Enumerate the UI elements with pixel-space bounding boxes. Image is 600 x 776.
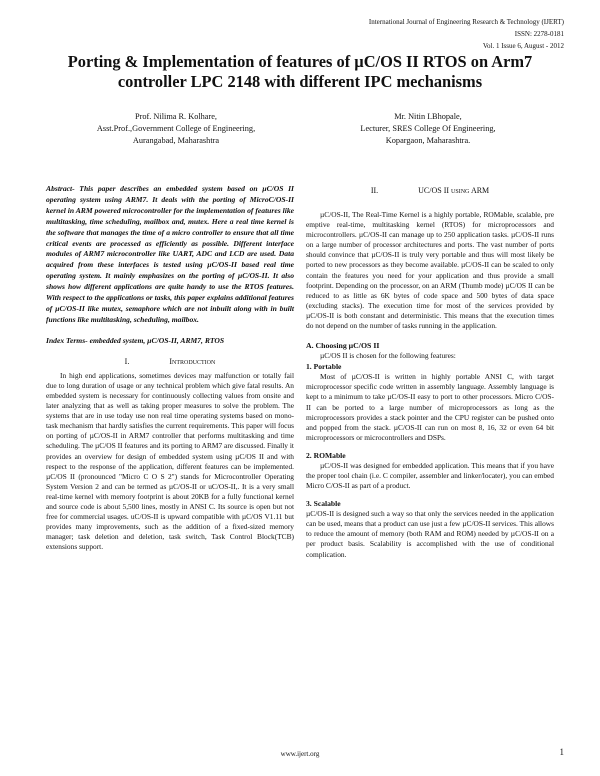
section-title: Introduction: [169, 356, 216, 366]
subsection-heading-choosing: A. Choosing µC/OS II: [306, 341, 380, 351]
section-number: II.: [370, 186, 379, 195]
section-number: I.: [124, 356, 130, 366]
scalable-paragraph: µC/OS-II is designed such a way so that only the services needed in the application can be used, means that a product can use just a few µC/OS-II services. This allows to reduce the amount of memory (both RAM and ROM) needed by µC/OS-II on a per product basis. Scalability is accomplished with the use of conditional complication.: [306, 509, 554, 559]
author-name: Prof. Nilima R. Kolhare,: [134, 112, 218, 121]
ucos-paragraph: µC/OS-II, The Real-Time Kernel is a highly portable, ROMable, scalable, pre emptive real-time, multitasking kernel (RTOS) for microprocessors and microcontrollers. µC/OS-II can manage up to 250 application tasks. µC/OS-II runs on a large number of processor architectures and ports. The vast number of ports should convince that µC/OS-II is truly very portable and thus will most likely be ported to new processors as they become available. µC/OS-II can be scaled to only contain the features you need for your application and thus provide a small footprint. Depending on the processor, on an ARM (Thumb mode) µC/OS II can be reduced to as little as 6K bytes of code space and 500 bytes of data space (excluding stacks). The execution time for most of the services provided by µC/OS-II is both constant and deterministic. This means that the execution times do not depend on the number of tasks running in the application.: [306, 210, 554, 331]
author-affiliation: Asst.Prof.,Government College of Engineering,: [96, 124, 256, 133]
section-title-arm: ARM: [470, 186, 490, 195]
author-block-2: [308, 111, 548, 147]
journal-name: International Journal of Engineering Research & Technology (IJERT): [368, 18, 564, 26]
author-name: Mr. Nitin I.Bhopale,: [394, 112, 462, 121]
introduction-paragraph: In high end applications, sometimes devices may malfunction or totally fail due to long duration of usage or any technical problem which give fatal results. An embedded system is necessary for continuously collecting values from onsite and later analyzing that as well as taking proper measures to solve the problem. The systems that are in use today use non real time operating systems based on mono-task mechanism that hardly satisfies the current requirements. This paper will focus on porting of µC/OS-II in ARM7 controller that performs multitasking and time scheduling. The µC/OS II features and its porting to ARM7 are discussed. Finally it provides an overview for design of embedded system using µC/OS II and with respect to the response of the application, different features can be implemented. µC/OS II (pronounced "Micro C O S 2") stands for Microcontroller Operating System Version 2 and can be termed as µC/OS-II or uC/OS-II,. It is a very small real-time kernel with memory footprint is about 20KB for a fully functional kernel and source code is about 5,500 lines, mostly in ANSI C. Its source is open but not free for commercial usages. uC/OS-II is upward compatible with µC/OS V1.11 but provides many improvements, such as the addition of a fixed-sized memory manager; task deletion and deletion, task switch, Task Control Block(TCB) extensions support.: [46, 370, 294, 552]
romable-paragraph: µC/OS-II was designed for embedded application. This means that if you have the proper tool chain (i.e. C compiler, assembler and linker/locater), you can embed Micro C/OS-II as part of a product.: [306, 460, 554, 491]
section-title-using: using: [451, 186, 470, 195]
abstract: Abstract- This paper describes an embedded system based on µC/OS II operating system using ARM7. It deals with the porting of MicroC/OS-II kernel in ARM powered microcontroller for the implementation of features like multitasking, time scheduling, mailbox and, mutex. Here a real time kernel is the software that manages the time of a micro controller to ensure that all time critical events are processed as efficiently as possible. Different interface modules of ARM7 microcontroller like UART, ADC and LCD are used. Data acquired from these interfaces is tested using µC/OS-II based real time operating system. It mainly emphasizes on the porting of µC/OS-II. It also shows how different applications are quite handy to use the RTOS features. With respect to the applications or tasks, this paper explains additional features of µC/OS-II like mutex, semaphore which are not inbuilt along with in built functions like multitasking, scheduling, mailbox.: [46, 184, 294, 324]
right-column: [306, 184, 554, 560]
section-heading-introduction: [46, 356, 294, 368]
item-heading-scalable: 3. Scalable: [306, 499, 341, 509]
page-number: 1: [559, 747, 564, 757]
author-block-1: [56, 111, 296, 147]
footer-url: www.ijert.org: [280, 750, 320, 758]
item-heading-romable: 2. ROMable: [306, 450, 346, 460]
item-heading-portable: 1. Portable: [306, 362, 342, 372]
author-location: Kopargaon, Maharashtra.: [385, 136, 471, 145]
left-column: [46, 184, 294, 552]
index-terms: Index Terms- embedded system, µC/OS-II, ARM7, RTOS: [46, 335, 225, 345]
section-heading-ucos: [306, 185, 554, 197]
journal-issn: ISSN: 2278-0181: [514, 30, 564, 38]
author-location: Aurangabad, Maharashtra: [132, 136, 220, 145]
choosing-intro: µC/OS II is chosen for the following features:: [320, 351, 456, 361]
journal-header: [264, 16, 564, 52]
section-title-main: UC/OS II: [418, 186, 450, 195]
paper-title: Porting & Implementation of features of µC/OS II RTOS on Arm7 controller LPC 2148 with different IPC mechanisms: [67, 52, 533, 91]
portable-paragraph: Most of µC/OS-II is written in highly portable ANSI C, with target microprocessor specific code written in assembly language. Assembly language is kept to a minimum to take µC/OS-II easy to port to other processors. Micro C/OS-II can be ported to a large number of microprocessors as long as the microprocessors provides a stack pointer and the CPU register can be pushed onto and popped from the stack. µC/OS-II can run on most 8, 16, 32 or even 64 bit microprocessors or microcontrollers and DSPs.: [306, 372, 554, 442]
journal-volume: Vol. 1 Issue 6, August - 2012: [482, 42, 564, 50]
author-affiliation: Lecturer, SRES College Of Engineering,: [360, 124, 496, 133]
